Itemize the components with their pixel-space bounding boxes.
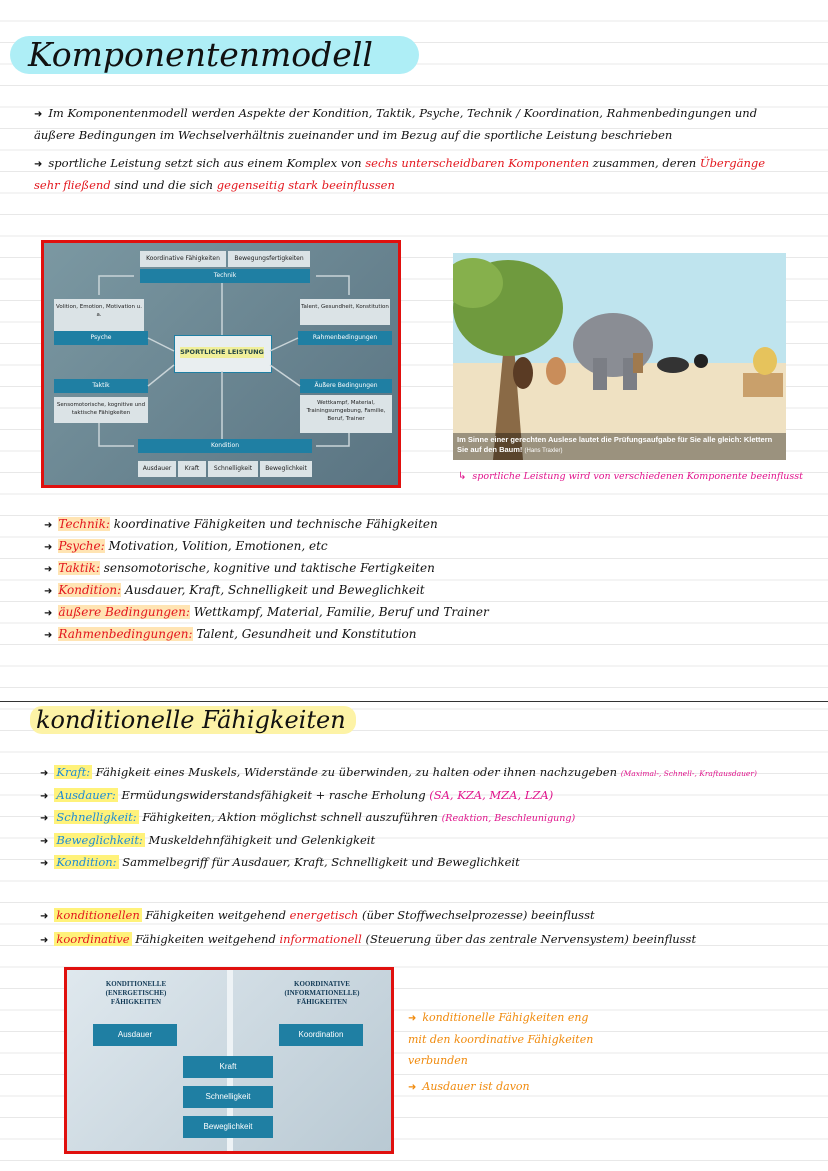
- aeussere-block: Äußere Bedingungen: [300, 379, 392, 393]
- arrow-icon: ➜: [44, 586, 53, 597]
- psyche-box: Volition, Emotion, Motivation u. a.: [54, 299, 144, 331]
- cartoon-note: ↳ sportliche Leistung wird von verschiedenen Komponente beeinflusst: [458, 471, 803, 482]
- list-item: ➜ Ausdauer: Ermüdungswiderstandsfähigkeit + rasche Erholung (SA, KZA, MZA, LZA): [40, 787, 554, 802]
- list-item: ➜ Kondition: Ausdauer, Kraft, Schnelligkeit und Beweglichkeit: [44, 583, 425, 597]
- list-item: ➜ Taktik: sensomotorische, kognitive und taktische Fertigkeiten: [44, 561, 435, 575]
- center-label: SPORTLICHE LEISTUNG: [180, 348, 264, 356]
- compare-list: [40, 904, 696, 952]
- schnelligkeit-block: Schnelligkeit: [183, 1086, 273, 1108]
- bottom-label-beweglichkeit: Beweglichkeit: [260, 461, 312, 477]
- bottom-label-kraft: Kraft: [178, 461, 206, 477]
- arrow-icon: ➜: [44, 542, 53, 553]
- list-item: ➜ koordinative Fähigkeiten weitgehend informationell (Steuerung über das zentrale Nervensystem) beeinflusst: [40, 932, 697, 946]
- cartoon-image: [453, 253, 786, 460]
- arrow-icon: ➜: [40, 790, 49, 802]
- arrow-icon: ➜: [34, 109, 43, 120]
- cartoon-illustration: [453, 253, 786, 460]
- arrow-icon: ➜: [40, 768, 49, 779]
- arrow-icon: ➜: [44, 564, 53, 575]
- faehigkeiten-diagram: [64, 967, 394, 1154]
- right-heading: KOORDINATIVE (INFORMATIONELLE) FÄHIGKEITEN: [284, 980, 360, 1006]
- list-item: ➜ Technik: koordinative Fähigkeiten und technische Fähigkeiten: [44, 517, 438, 531]
- arrow-icon: ➜: [44, 608, 53, 619]
- list-item: ➜ Psyche: Motivation, Volition, Emotionen, etc: [44, 539, 328, 553]
- arrow-icon: ➜: [44, 520, 53, 531]
- connector-lines: [44, 243, 398, 485]
- arrow-icon: ➜: [40, 858, 49, 869]
- psyche-block: Psyche: [54, 331, 148, 345]
- left-heading: KONDITIONELLE (ENERGETISCHE) FÄHIGKEITEN: [105, 980, 167, 1006]
- bottom-label-schnelligkeit: Schnelligkeit: [208, 461, 258, 477]
- section-title: konditionelle Fähigkeiten: [30, 706, 356, 734]
- koordination-block: Koordination: [279, 1024, 363, 1046]
- intro-paragraph-2: ➜ sportliche Leistung setzt sich aus einem Komplex von sechs unterscheidbaren Komponenten zusammen, deren Übergänge sehr fließend sind und die sich gegenseitig stark beeinflussen: [34, 156, 766, 192]
- arrow-icon: ↳: [458, 471, 467, 482]
- kondition-block: Kondition: [138, 439, 312, 453]
- list-item: ➜ konditionellen Fähigkeiten weitgehend energetisch (über Stoffwechselprozesse) beeinflusst: [40, 908, 595, 922]
- rahmen-block: Rahmenbedingungen: [298, 331, 392, 345]
- bottom-label-ausdauer: Ausdauer: [138, 461, 176, 477]
- side-note-2: ➜ Ausdauer ist davon: [408, 1080, 530, 1093]
- list-item: ➜ Kraft: Fähigkeit eines Muskels, Widerstände zu überwinden, zu halten oder ihnen nachzugeben (Maximal-, Schnell-, Kraftausdauer): [40, 765, 757, 779]
- list-item: ➜ Schnelligkeit: Fähigkeiten, Aktion möglichst schnell auszuführen (Reaktion, Beschleunigung): [40, 810, 576, 824]
- kraft-block: Kraft: [183, 1056, 273, 1078]
- rahmen-box: Talent, Gesundheit, Konstitution: [300, 299, 390, 325]
- section-divider: [0, 701, 828, 702]
- ausdauer-block: Ausdauer: [93, 1024, 177, 1046]
- aeussere-box: Wettkampf, Material, Trainingsumgebung, Familie, Beruf, Trainer: [300, 395, 392, 433]
- arrow-icon: ➜: [40, 813, 49, 824]
- page-title: Komponentenmodell: [10, 36, 419, 74]
- komponentenmodell-diagram: [41, 240, 401, 488]
- arrow-icon: ➜: [40, 835, 49, 847]
- top-label-bewegung: Bewegungsfertigkeiten: [228, 251, 310, 267]
- taktik-block: Taktik: [54, 379, 148, 393]
- list-item: ➜ Rahmenbedingungen: Talent, Gesundheit und Konstitution: [44, 627, 417, 641]
- arrow-icon: ➜: [408, 1013, 417, 1024]
- cartoon-caption: Im Sinne einer gerechten Auslese lautet die Prüfungsaufgabe für Sie alle gleich: Klettern Sie auf den Baum! (Hans Traxler): [457, 435, 773, 454]
- list-item: ➜ äußere Bedingungen: Wettkampf, Material, Familie, Beruf und Trainer: [44, 605, 489, 619]
- beweglichkeit-block: Beweglichkeit: [183, 1116, 273, 1138]
- component-list: [44, 514, 489, 646]
- arrow-icon: ➜: [40, 935, 49, 946]
- arrow-icon: ➜: [34, 159, 43, 170]
- arrow-icon: ➜: [44, 630, 53, 641]
- definition-list: [40, 762, 757, 875]
- taktik-box: Sensomotorische, kognitive und taktische Fähigkeiten: [54, 397, 148, 423]
- top-label-koordinative: Koordinative Fähigkeiten: [140, 251, 226, 267]
- intro-paragraph-1: ➜ Im Komponentenmodell werden Aspekte der Kondition, Taktik, Psyche, Technik / Koordination, Rahmenbedingungen und äußere Bedingungen im Wechselverhältnis zueinander und im Bezug auf die sportliche Leistung beschrieben: [34, 106, 758, 142]
- side-note-1: ➜ konditionelle Fähigkeiten eng mit den koordinative Fähigkeiten verbunden: [408, 1011, 594, 1067]
- arrow-icon: ➜: [40, 911, 49, 922]
- list-item: ➜ Kondition: Sammelbegriff für Ausdauer, Kraft, Schnelligkeit und Beweglichkeit: [40, 855, 520, 869]
- technik-block: Technik: [140, 269, 310, 283]
- arrow-icon: ➜: [408, 1082, 417, 1093]
- list-item: ➜ Beweglichkeit: Muskeldehnfähigkeit und Gelenkigkeit: [40, 832, 376, 847]
